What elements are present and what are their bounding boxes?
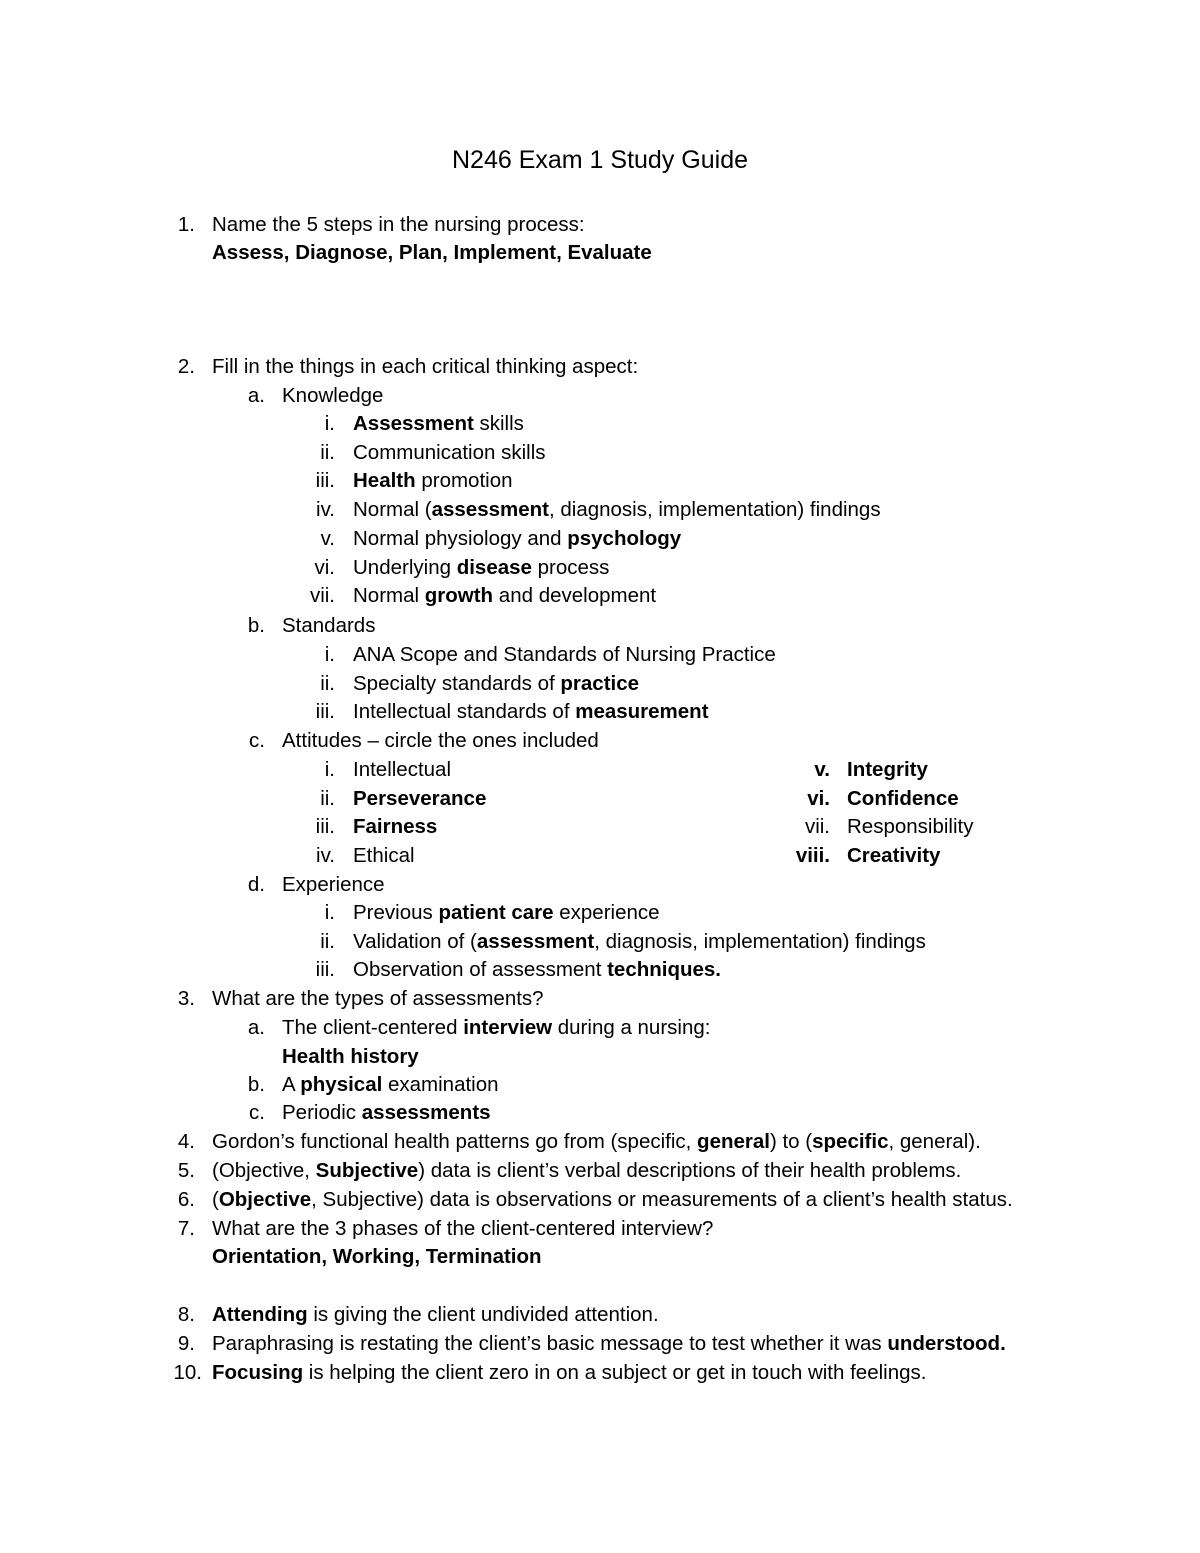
text-run: Validation of ( — [353, 929, 477, 953]
list-item-number: iii. — [315, 469, 335, 493]
attitude-number: i. — [324, 758, 335, 781]
list-item-text — [353, 582, 656, 610]
list-item-text — [353, 899, 660, 927]
q1-answer: Assess, Diagnose, Plan, Implement, Evaluate — [212, 241, 652, 264]
attitude-text: Creativity — [847, 844, 941, 868]
q1-number: 1. — [177, 213, 195, 236]
q3c-letter: c. — [249, 1101, 265, 1124]
q3c-text: Periodic assessments — [282, 1101, 491, 1124]
text-run: process — [531, 555, 610, 579]
q6-text: (Objective, Subjective) data is observations or measurements of a client’s health status. — [212, 1188, 1013, 1211]
text-run: Observation of assessment — [353, 958, 608, 982]
q2d-label: Experience — [282, 873, 385, 896]
q3a-text: The client-centered interview during a nursing: — [282, 1016, 711, 1039]
q2b-letter: b. — [247, 614, 265, 637]
list-item-text — [353, 928, 926, 956]
q2c-letter: c. — [249, 729, 265, 752]
text-run: Normal physiology and — [353, 526, 568, 550]
q7-number: 7. — [177, 1217, 195, 1240]
text-run: Previous — [353, 901, 439, 924]
list-item-number: i. — [324, 901, 335, 924]
attitude-text: Responsibility — [847, 815, 974, 839]
q3a-answer: Health history — [282, 1045, 419, 1068]
list-item-number: vii. — [309, 584, 335, 608]
list-item-number: ii. — [320, 671, 335, 695]
attitude-number: iv. — [316, 844, 335, 868]
attitude-number: ii. — [320, 786, 335, 810]
q2a-label: Knowledge — [282, 384, 384, 407]
list-item-text — [353, 410, 524, 438]
list-item-number: iv. — [316, 498, 335, 522]
q5-number: 5. — [177, 1159, 195, 1182]
list-item-text — [353, 496, 881, 524]
q2-text: Fill in the things in each critical thinking aspect: — [212, 355, 639, 378]
list-item-number: v. — [320, 526, 335, 550]
text-run: Normal ( — [353, 498, 432, 522]
attitude-text: Confidence — [847, 786, 959, 810]
page-title: N246 Exam 1 Study Guide — [452, 146, 748, 174]
attitude-number: viii. — [795, 844, 830, 868]
q2c-label: Attitudes – circle the ones included — [282, 729, 599, 752]
text-run: , diagnosis, implementation) findings — [594, 929, 926, 953]
list-item-text — [353, 670, 639, 698]
bold-text: practice — [560, 671, 640, 695]
text-run: promotion — [415, 469, 513, 493]
bold-text: assessment — [476, 929, 595, 953]
list-item-text — [353, 641, 776, 669]
q4-number: 4. — [177, 1130, 195, 1153]
list-item-text — [353, 698, 709, 726]
q8-number: 8. — [177, 1303, 195, 1326]
text-run: and development — [493, 584, 657, 608]
q1-text: Name the 5 steps in the nursing process: — [212, 213, 585, 236]
bold-text: Health — [353, 469, 416, 493]
text-run: Underlying — [353, 555, 457, 579]
text-run: Specialty standards of — [353, 671, 561, 695]
text-run: ANA Scope and Standards of Nursing Practice — [353, 643, 776, 666]
text-run: , diagnosis, implementation) findings — [548, 498, 881, 522]
bold-text: growth — [424, 584, 494, 608]
q3-text: What are the types of assessments? — [212, 987, 544, 1010]
attitude-text: Perseverance — [353, 786, 487, 810]
q3b-text: A physical examination — [282, 1073, 499, 1096]
attitude-number: vii. — [804, 815, 830, 839]
list-item-number: ii. — [320, 440, 335, 464]
q5-text: (Objective, Subjective) data is client’s verbal descriptions of their health problems. — [212, 1159, 962, 1182]
list-item-text — [353, 467, 513, 495]
q2b-label: Standards — [282, 614, 376, 637]
q3a-letter: a. — [247, 1016, 265, 1039]
q7-text: What are the 3 phases of the client-centered interview? — [212, 1217, 714, 1240]
list-item-number: ii. — [320, 929, 335, 953]
q10-text: Focusing is helping the client zero in on a subject or get in touch with feelings. — [212, 1361, 927, 1384]
list-item-number: vi. — [314, 555, 335, 579]
q8-text: Attending is giving the client undivided attention. — [212, 1303, 659, 1326]
q2-number: 2. — [177, 355, 195, 378]
text-run: Intellectual standards of — [353, 700, 576, 724]
attitude-text: Fairness — [353, 815, 438, 839]
text-run: Normal — [353, 584, 425, 608]
q9-number: 9. — [177, 1332, 195, 1355]
attitude-text: Intellectual — [353, 758, 452, 781]
list-item-text — [353, 525, 681, 553]
q10-number: 10. — [173, 1361, 202, 1384]
q3b-letter: b. — [247, 1073, 265, 1096]
attitude-number: v. — [814, 758, 830, 781]
bold-text: techniques. — [607, 958, 722, 982]
bold-text: measurement — [575, 700, 709, 724]
list-item-text — [353, 439, 546, 467]
list-item-number: iii. — [315, 700, 335, 724]
list-item-number: i. — [324, 643, 335, 666]
q7-answer: Orientation, Working, Termination — [212, 1245, 542, 1268]
attitude-text: Integrity — [847, 758, 928, 781]
text-run: Communication skills — [353, 440, 546, 464]
bold-text: Assessment — [353, 412, 474, 435]
bold-text: assessment — [431, 498, 549, 522]
q9-text: Paraphrasing is restating the client’s basic message to test whether it was understood. — [212, 1332, 1006, 1355]
q4-text: Gordon’s functional health patterns go from (specific, general) to (specific, general). — [212, 1130, 981, 1153]
q3-number: 3. — [177, 987, 195, 1010]
list-item-text — [353, 956, 721, 984]
text-run: experience — [553, 901, 660, 924]
bold-text: psychology — [567, 526, 682, 550]
list-item-number: i. — [324, 412, 335, 435]
bold-text: patient care — [438, 901, 554, 924]
bold-text: disease — [456, 555, 532, 579]
q2d-letter: d. — [247, 873, 265, 896]
list-item-number: iii. — [315, 958, 335, 982]
q6-number: 6. — [177, 1188, 195, 1211]
attitude-number: vi. — [807, 786, 830, 810]
q2a-letter: a. — [247, 384, 265, 407]
list-item-text — [353, 554, 609, 582]
attitude-number: iii. — [315, 815, 335, 839]
attitude-text: Ethical — [353, 844, 415, 868]
text-run: skills — [473, 412, 524, 435]
